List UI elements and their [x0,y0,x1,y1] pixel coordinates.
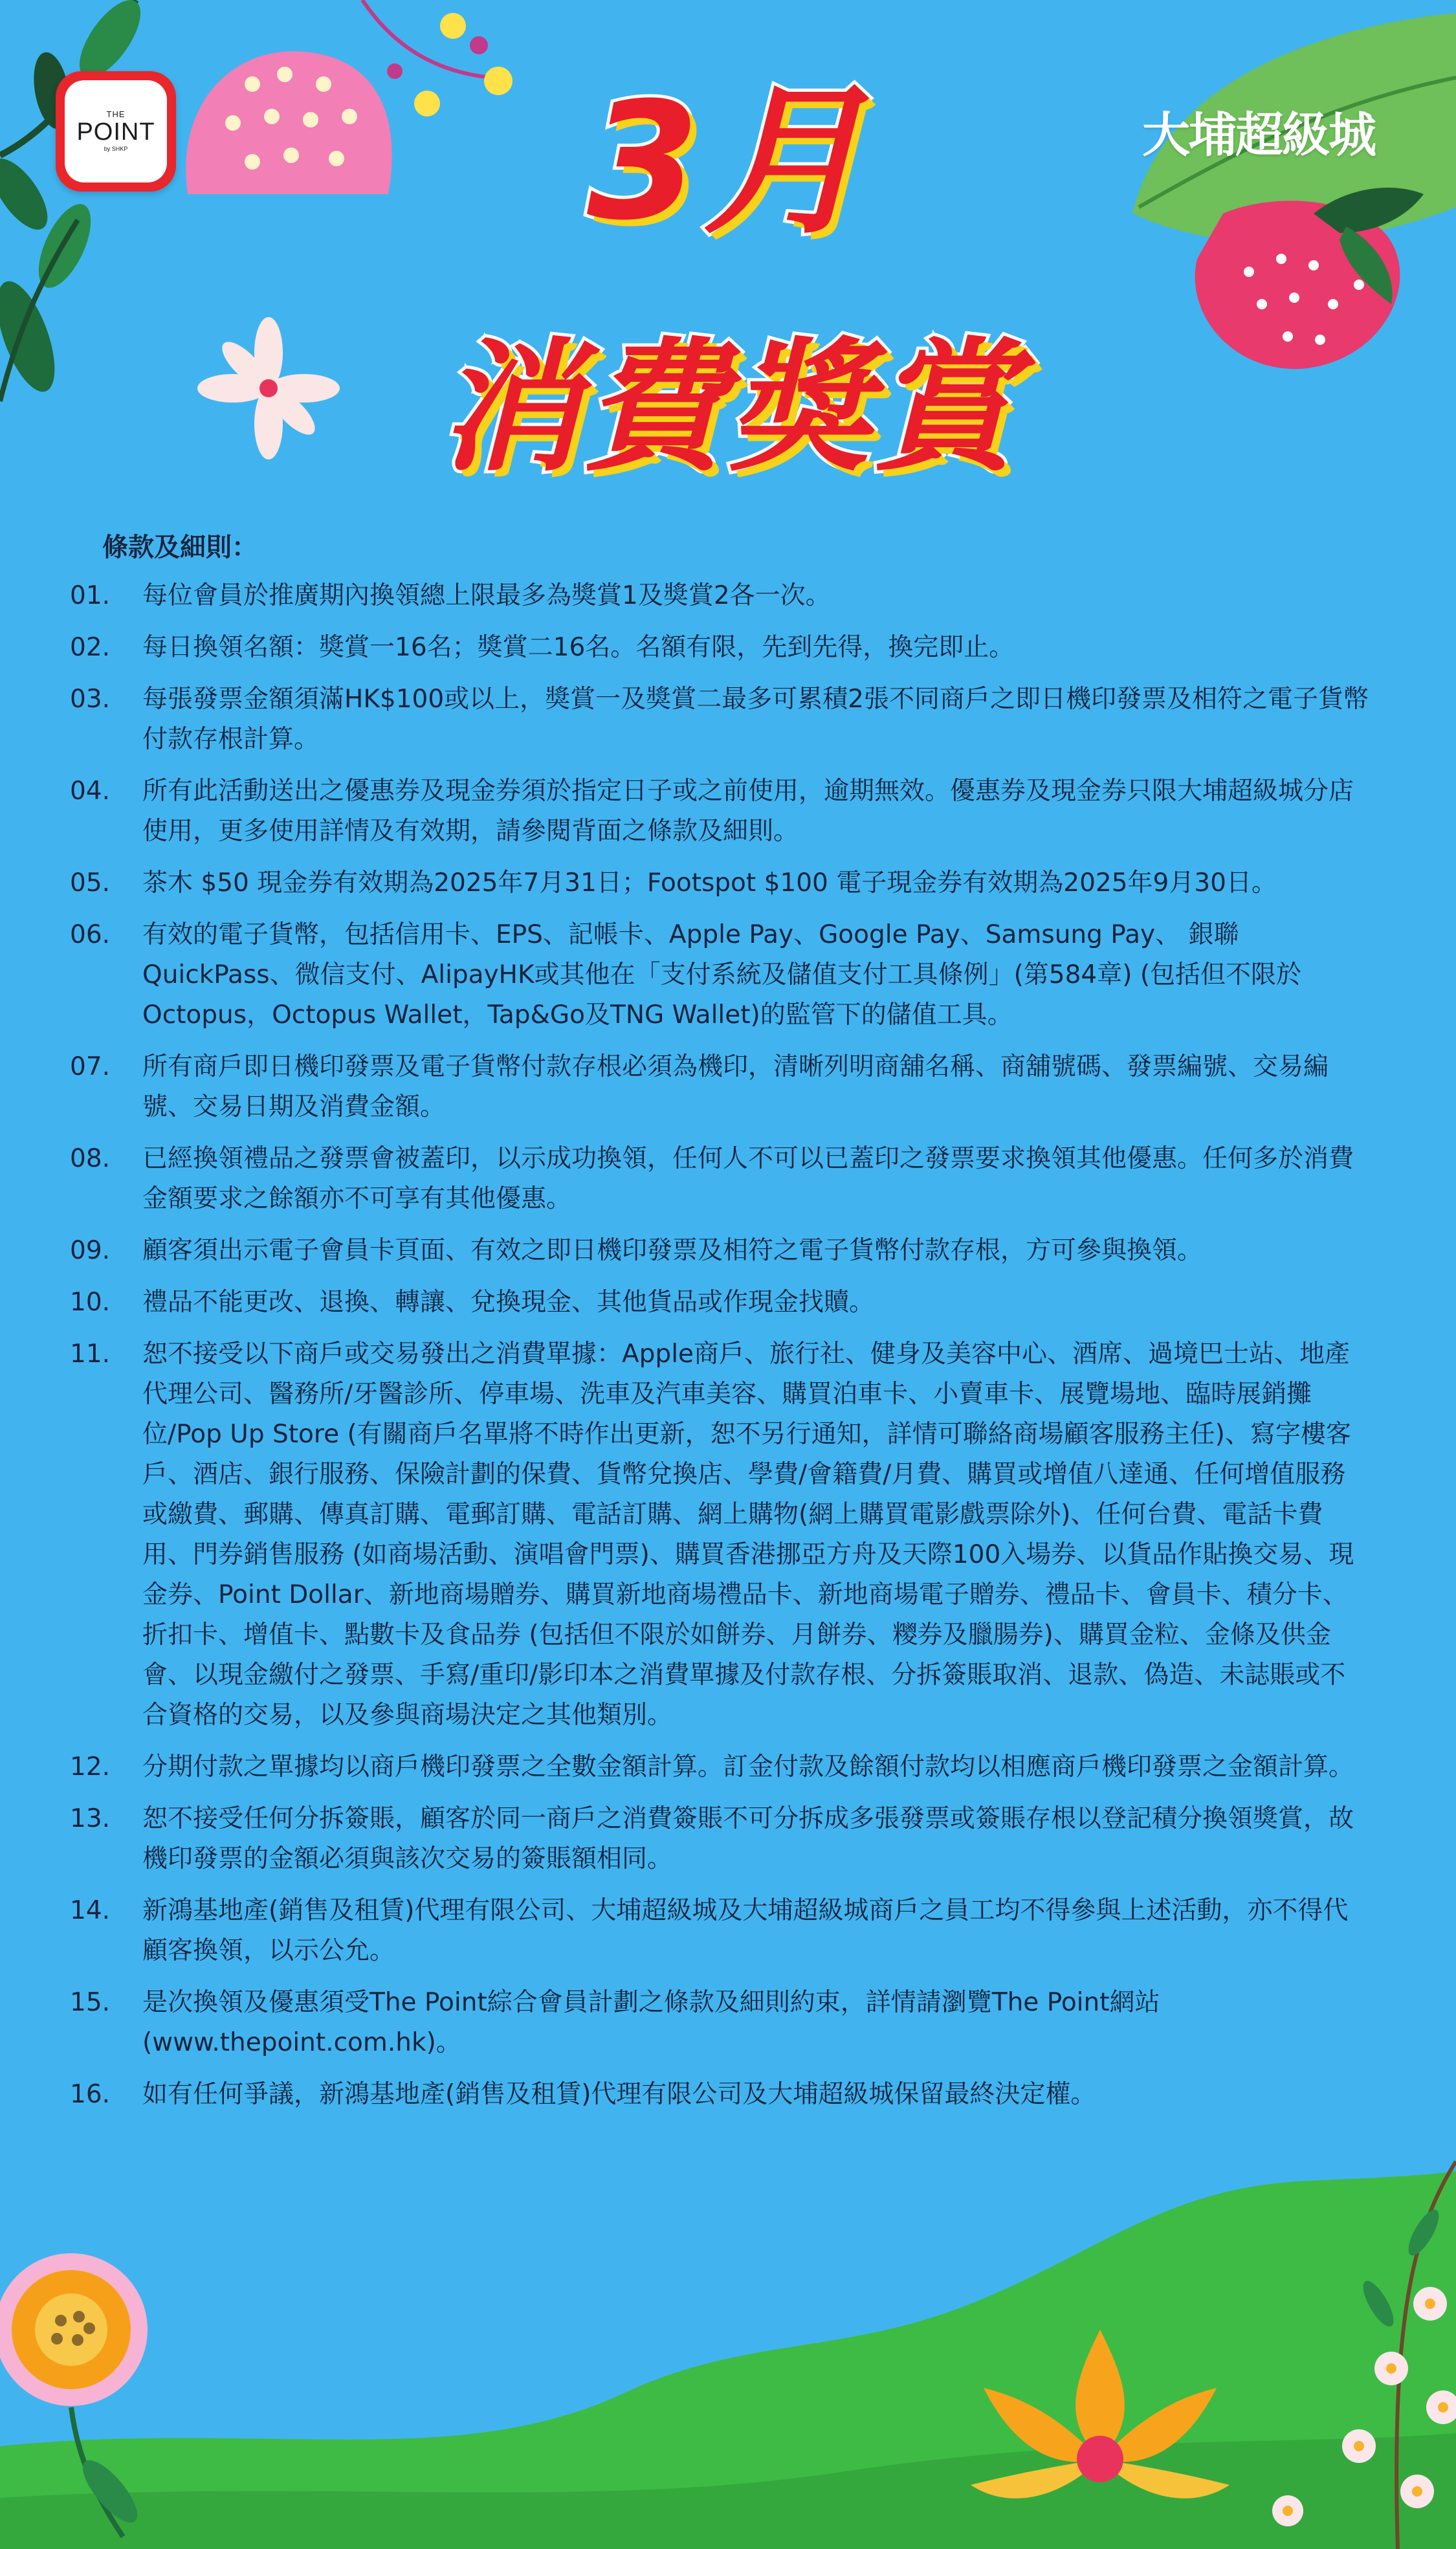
logo-the-text: THE [106,109,126,119]
term-text: 有效的電子貨幣，包括信用卡、EPS、記帳卡、Apple Pay、Google Pay、Samsung Pay、 銀聯QuickPass、微信支付、AlipayHK或其他在「支付系統及儲值支付工具條例」(第584章) (包括但不限於Octopus，Octopus Wallet，Tap&Go及TNG Wallet)的監管下的儲值工具。 [142,920,1302,1030]
term-item [70,863,1371,903]
term-text: 恕不接受任何分拆簽賬，顧客於同一商戶之消費簽賬不可分拆成多張發票或簽賬存根以登記積分換領獎賞，故機印發票的金額必須與該次交易的簽賬額相同。 [142,1804,1354,1873]
term-item [70,679,1371,760]
logo-by-text: by SHKP [104,146,128,152]
terms-heading: 條款及細則： [102,533,258,562]
term-text: 每位會員於推廣期內換領總上限最多為獎賞1及獎賞2各一次。 [142,581,831,610]
term-item [70,1139,1371,1219]
term-text: 已經換領禮品之發票會被蓋印，以示成功換領，任何人不可以已蓋印之發票要求換領其他優惠。任何多於消費金額要求之餘額亦不可享有其他優惠。 [142,1144,1354,1213]
term-item [70,1231,1371,1271]
term-item [70,1747,1371,1787]
term-item [70,915,1371,1035]
term-number: 02. [70,633,111,662]
term-item [70,1283,1371,1323]
logo-point-text: POINT [76,118,155,146]
term-text: 是次換領及優惠須受The Point綜合會員計劃之條款及細則約束，詳情請瀏覽The Point網站 (www.thepoint.com.hk)。 [142,1988,1160,2057]
term-item [70,771,1371,852]
terms-list [70,576,1371,2126]
term-text: 每張發票金額須滿HK$100或以上，獎賞一及獎賞二最多可累積2張不同商戶之即日機印發票及相符之電子貨幣付款存根計算。 [142,685,1369,754]
term-text: 所有商戶即日機印發票及電子貨幣付款存根必須為機印，清晰列明商舖名稱、商舖號碼、發票編號、交易編號、交易日期及消費金額。 [142,1052,1329,1121]
term-text: 恕不接受以下商戶或交易發出之消費單據：Apple商戶、旅行社、健身及美容中心、酒席、過境巴士站、地產代理公司、醫務所/牙醫診所、停車場、洗車及汽車美容、購買泊車卡、小賣車卡、展覽場地、臨時展銷攤位/Pop Up Store (有關商戶名單將不時作出更新，恕不另行通知，詳情可聯絡商場顧客服務主任)、寫字樓客戶、酒店、銀行服務、保險計劃的保費、貨幣兌換店、學費/會籍費/月費、購買或增值八達通、任何增值服務或繳費、郵購、傳真訂購、電郵訂購、電話訂購、網上購物(網上購買電影戲票除外)、任何台費、電話卡費用、門券銷售服務 (如商場活動、演唱會門票)、購買香港挪亞方舟及天際100入場券、以貨品作貼換交易、現金券、Point Dollar、新地商場贈券、購買新地商場禮品卡、新地商場電子贈券、禮品卡、會員卡、積分卡、折扣卡、增值卡、點數卡及食品券 (包括但不限於如餅券、月餅券、糭券及臘腸券)、購買金粒、金條及供金會、以現金繳付之發票、手寫/重印/影印本之消費單據及付款存根、分拆簽賬取消、退款、偽造、未誌賬或不合資格的交易，以及參與商場決定之其他類別。 [142,1340,1354,1730]
term-number: 01. [70,581,111,610]
term-item [70,1799,1371,1879]
term-text: 所有此活動送出之優惠券及現金券須於指定日子或之前使用，逾期無效。優惠券及現金券只限大埔超級城分店使用，更多使用詳情及有效期，請參閱背面之條款及細則。 [142,777,1354,846]
term-number: 15. [70,1988,111,2017]
term-item [70,576,1371,616]
term-text: 新鴻基地產(銷售及租賃)代理有限公司、大埔超級城及大埔超級城商戶之員工均不得參與上述活動，亦不得代顧客換領，以示公允。 [142,1896,1349,1965]
term-number: 10. [70,1288,111,1317]
title-month: 3月 [587,67,869,256]
term-number: 13. [70,1804,111,1833]
term-number: 11. [70,1340,111,1369]
term-number: 14. [70,1896,111,1925]
term-number: 16. [70,2080,111,2109]
term-text: 禮品不能更改、退換、轉讓、兌換現金、其他貨品或作現金找贖。 [142,1288,875,1317]
term-item [70,2075,1371,2115]
term-number: 12. [70,1752,111,1782]
term-number: 03. [70,685,111,714]
term-text: 如有任何爭議，新鴻基地產(銷售及租賃)代理有限公司及大埔超級城保留最終決定權。 [142,2080,1096,2109]
term-item [70,1983,1371,2063]
term-number: 04. [70,777,111,806]
term-number: 07. [70,1052,111,1081]
term-item [70,1891,1371,1971]
term-item [70,628,1371,668]
term-text: 顧客須出示電子會員卡頁面、有效之即日機印發票及相符之電子貨幣付款存根，方可參與換領。 [142,1236,1203,1265]
term-item [70,1334,1371,1736]
term-text: 分期付款之單據均以商戶機印發票之全數金額計算。訂金付款及餘額付款均以相應商戶機印發票之金額計算。 [142,1752,1354,1782]
term-number: 06. [70,920,111,949]
term-number: 08. [70,1144,111,1173]
term-item [70,1047,1371,1127]
term-text: 茶木 $50 現金券有效期為2025年7月31日；Footspot $100 電子現金券有效期為2025年9月30日。 [142,868,1277,898]
term-number: 09. [70,1236,111,1265]
term-text: 每日換領名額：獎賞一16名；獎賞二16名。名額有限，先到先得，換完即止。 [142,633,1015,662]
brand-logo: 大埔超級城 [1142,107,1375,163]
term-number: 05. [70,868,111,898]
title-main: 消費獎賞 [437,325,1018,491]
grass-hill-illustration [0,2171,1456,2549]
